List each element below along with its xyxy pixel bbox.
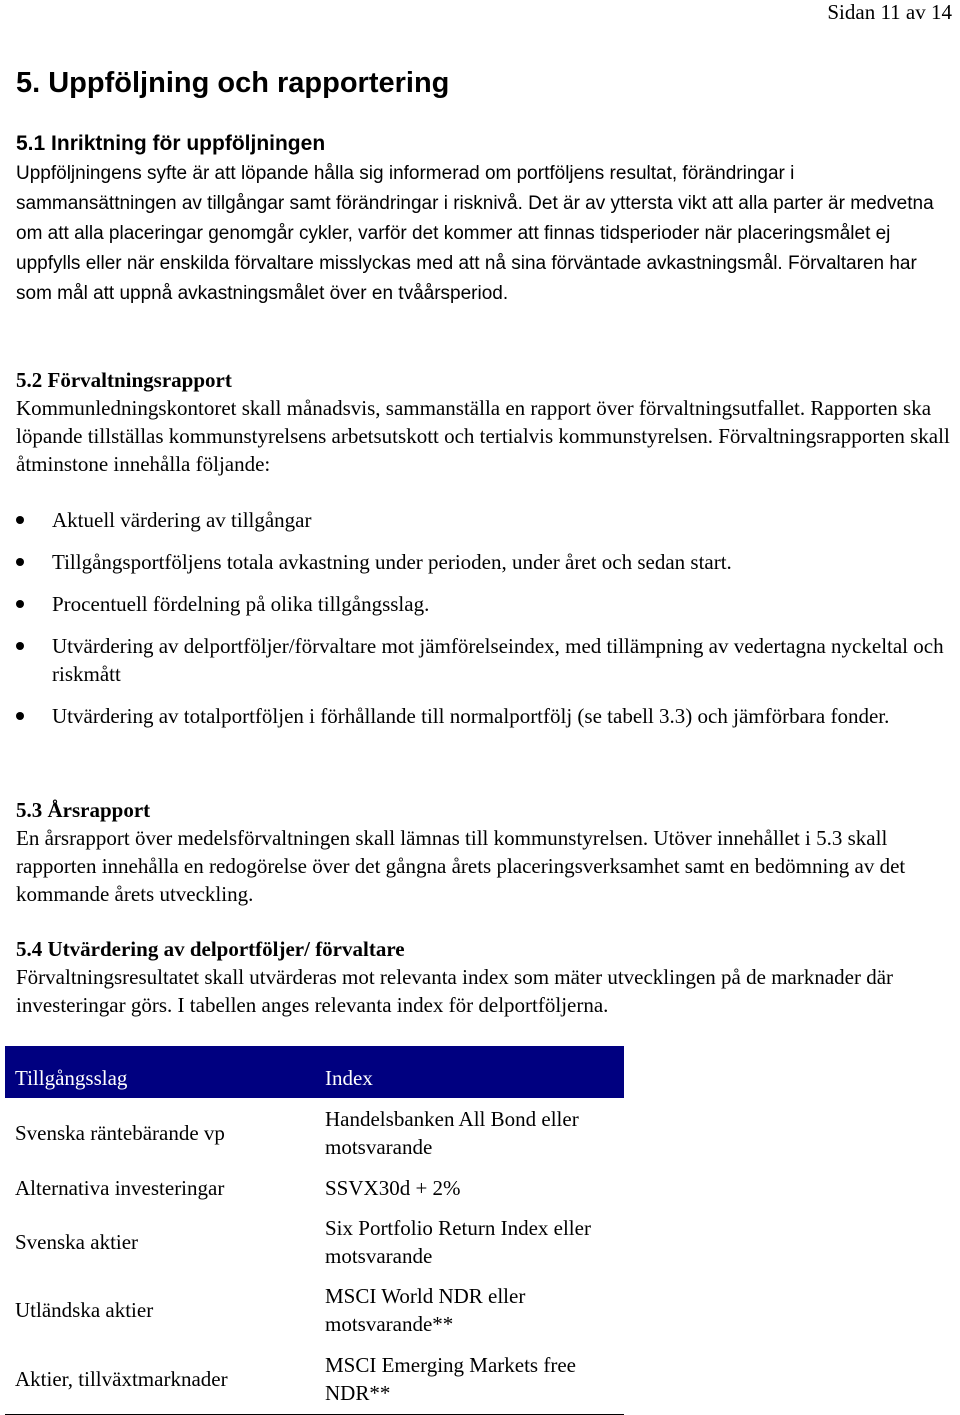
table-row [5,1344,624,1415]
table-row [5,1168,624,1208]
section-5-1-paragraph [16,158,956,308]
list-item-text: Utvärdering av delportföljer/förvaltare mot jämförelseindex, med tillämpning av vedertagna nyckeltal och riskmått [52,634,944,686]
table-cell-index: SSVX30d + 2% [325,1176,461,1200]
section-5-2-paragraph: Kommunledningskontoret skall månadsvis, sammanställa en rapport över förvaltningsutfallet. Rapporten ska löpande tillställas kommunstyrelsens arbetsutskott och tertialvis kommunstyrelsen. Förvaltningsrapporten skall åtminstone innehålla följande: [16,396,950,476]
bullet-icon [16,642,24,650]
table-header-asset-class: Tillgångsslag [5,1046,315,1098]
index-table [5,1046,624,1415]
section-heading-5-4: 5.4 Utvärdering av delportföljer/ förvaltare [16,937,405,961]
section-heading-5-2: 5.2 Förvaltningsrapport [16,368,232,392]
table-cell-asset-class: Alternativa investeringar [15,1176,225,1200]
table-cell-asset-class: Utländska aktier [15,1298,154,1322]
bullet-icon [16,712,24,720]
bullet-icon [16,558,24,566]
bullet-icon [16,600,24,608]
table-cell-index: Six Portfolio Return Index eller motsvarande [325,1216,591,1268]
list-item-text: Aktuell värdering av tillgångar [52,508,312,532]
list-item [16,702,946,730]
main-heading: 5. Uppföljning och rapportering [16,67,450,99]
table-cell-asset-class: Svenska räntebärande vp [15,1121,225,1145]
section-5-3 [16,796,956,908]
section-5-1-text-a: Uppföljningens syfte är att löpande hålla sig informerad om portföljens resultat, förändringar i sammansättningen av tillgångar samt förändringar i risknivå. [16,163,795,214]
section-heading-5-1: 5.1 Inriktning för uppföljningen [16,132,326,155]
table-row [5,1208,624,1276]
table-header-row [5,1046,624,1098]
section-5-4-paragraph: Förvaltningsresultatet skall utvärderas mot relevanta index som mäter utvecklingen på de marknader där investeringar görs. I tabellen anges relevanta index för delportföljerna. [16,965,894,1017]
table-cell-index: Handelsbanken All Bond eller motsvarande [325,1107,579,1159]
bullet-icon [16,516,24,524]
list-item-text: Tillgångsportföljens totala avkastning under perioden, under året och sedan start. [52,550,732,574]
list-item [16,506,946,534]
report-contents-list [16,506,946,744]
section-5-4 [16,935,956,1019]
table-row [5,1098,624,1168]
section-5-3-paragraph: En årsrapport över medelsförvaltningen skall lämnas till kommunstyrelsen. Utöver innehållet i 5.3 skall rapporten innehålla en redogörelse över det gångna årets placeringsverksamhet samt en bedömning av det kommande årets utveckling. [16,826,906,906]
table-cell-asset-class: Aktier, tillväxtmarknader [5,1344,315,1415]
table-cell-index: MSCI World NDR eller motsvarande** [325,1284,526,1336]
table-header-index: Index [315,1046,624,1098]
list-item-text: Procentuell fördelning på olika tillgångsslag. [52,592,430,616]
section-heading-5-3: 5.3 Årsrapport [16,798,151,822]
section-5-1-text-b: Det är av yttersta vikt att alla parter är medvetna om att alla placeringar genomgår cykler, varför det kommer att finnas tidsperioder när placeringsmålet ej uppfylls eller när enskilda förvaltare misslyckas med att nå sina förväntade avkastningsmål. Förvaltaren har som mål att uppnå avkastningsmålet över en tvåårsperiod. [16,193,934,304]
list-item [16,590,946,618]
table-row [5,1276,624,1344]
table-cell-asset-class: Svenska aktier [15,1230,139,1254]
list-item [16,632,946,688]
table-cell-index: MSCI Emerging Markets free NDR** [315,1344,624,1415]
page-number: Sidan 11 av 14 [827,0,952,24]
list-item-text: Utvärdering av totalportföljen i förhållande till normalportfölj (se tabell 3.3) och jämförbara fonder. [52,704,890,728]
list-item [16,548,946,576]
section-5-2 [16,366,956,478]
section-5-1 [16,130,956,308]
